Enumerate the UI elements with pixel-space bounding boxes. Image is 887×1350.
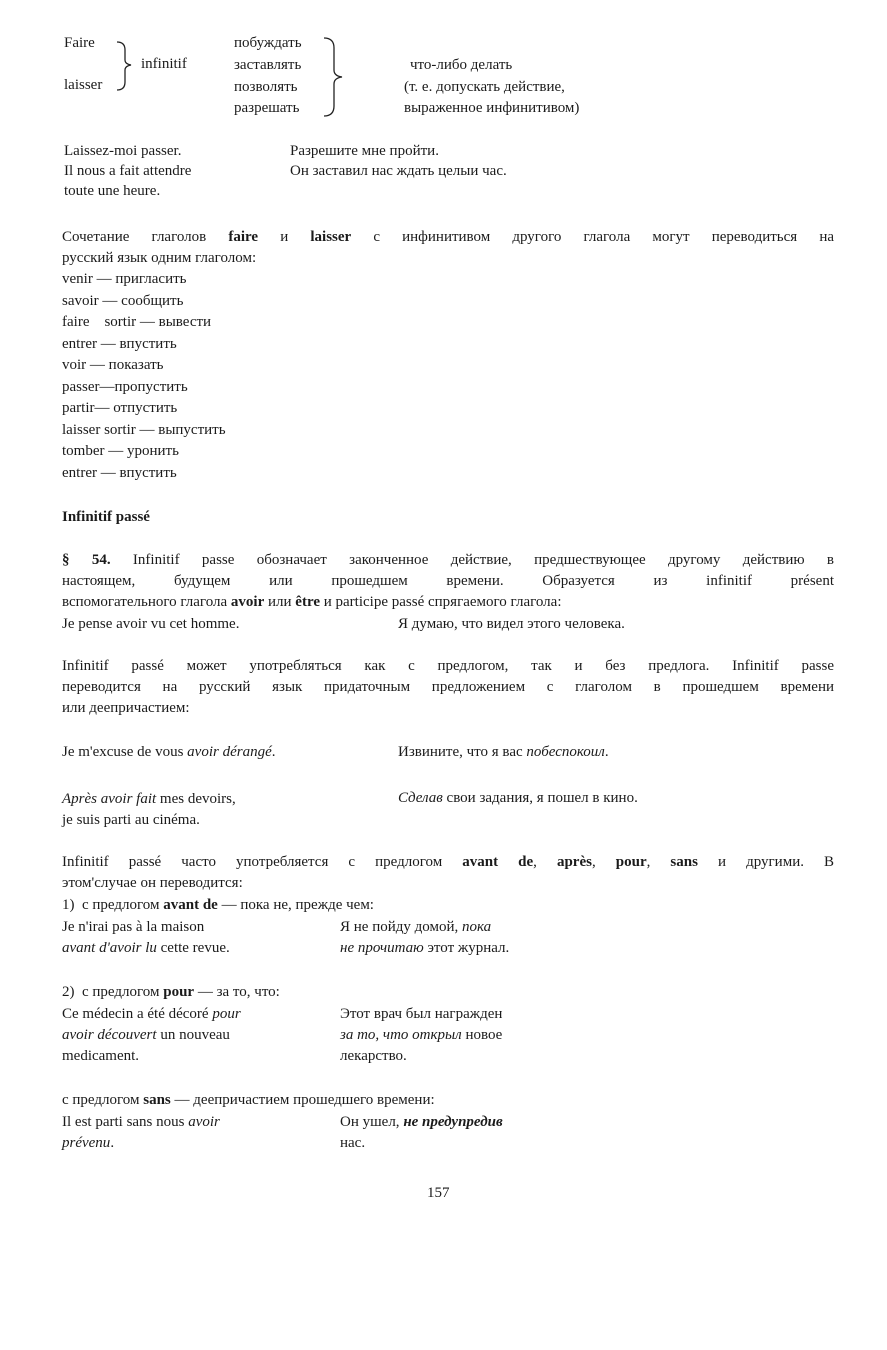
- example-fr-block: [62, 917, 230, 959]
- example-fr: Laissez-moi passer.: [64, 143, 182, 159]
- scheme-meaning: выраженное инфинитивом): [404, 100, 580, 116]
- example-fr: Je pense avoir vu cet homme.: [62, 616, 240, 632]
- paragraph-line: § 54. Infinitif passe обозначает законченное действие, предшествующее другому действию в: [62, 552, 835, 568]
- list-item: entrer — впустить: [62, 464, 177, 481]
- paragraph-line: настоящем, будущем или прошедшем времени. Образуется из infinitif présent: [62, 573, 834, 589]
- scheme-faire: Faire: [64, 35, 95, 51]
- example-ru: Я думаю, что видел этого человека.: [398, 616, 625, 632]
- example-ru: Этот врач был награжден: [340, 1006, 503, 1022]
- example-fr: je suis parti au cinéma.: [62, 812, 200, 828]
- item-heading: 2) с предлогом pour — за то, что:: [62, 984, 280, 1000]
- example-ru: за то, что открыл новое: [340, 1027, 503, 1043]
- scheme-infinitif: infinitif: [141, 56, 187, 72]
- example-ru: Я не пойду домой, пока: [340, 919, 492, 935]
- scheme-laisser: laisser: [64, 77, 103, 93]
- section-heading: Infinitif passé: [62, 509, 150, 525]
- paragraph-line: этом'случае он переводится:: [62, 875, 243, 891]
- example-fr: toute une heure.: [64, 183, 161, 199]
- example-fr: medicament.: [62, 1048, 140, 1064]
- combination-paragraph: [62, 227, 834, 269]
- example-ru: Разрешите мне пройти.: [290, 143, 439, 159]
- example-ru: Он заставил нас ждать целыи час.: [290, 163, 507, 179]
- example-fr: avant d'avoir lu cette revue.: [62, 940, 230, 956]
- scheme-verb: позволять: [234, 79, 298, 95]
- example-ru: Извините, что я вас побеспокоил.: [398, 744, 609, 760]
- example-fr-block: [62, 789, 236, 831]
- example-ru-block: [340, 1004, 502, 1067]
- example-ru: Он ушел, не предупредив: [340, 1114, 503, 1130]
- example-fr: prévenu.: [62, 1135, 115, 1151]
- prepositions-paragraph: [62, 852, 834, 894]
- example-fr: Il est parti sans nous avoir: [62, 1114, 220, 1130]
- list-item: faire sortir — вывести: [62, 314, 212, 330]
- scheme-verb: заставлять: [234, 57, 302, 73]
- paragraph-line: Сочетание глаголов faire и laisser с инфинитивом другого глагола могут переводиться на: [62, 229, 835, 245]
- example-fr: avoir découvert un nouveau: [62, 1027, 230, 1043]
- example-ru: нас.: [340, 1135, 366, 1151]
- paragraph-line: русский язык одним глаголом:: [62, 250, 257, 266]
- example-ru-column: [290, 141, 507, 181]
- paragraph-line: Infinitif passé часто употребляется с предлогом avant de, après, pour, sans и другими. В: [62, 854, 835, 870]
- example-fr-block: [62, 1004, 241, 1067]
- example-fr: Ce médecin a été décoré pour: [62, 1006, 241, 1022]
- paragraph-line: Infinitif passé может употребляться как с предлогом, так и без предлога. Infinitif passe: [62, 658, 834, 674]
- paragraph-line: или деепричастием:: [62, 700, 190, 716]
- example-fr-block: [62, 1112, 220, 1154]
- verb-list: [62, 269, 226, 484]
- example-fr: Je n'irai pas à la maison: [62, 919, 205, 935]
- example-ru: лекарство.: [340, 1048, 407, 1064]
- scheme-meaning: что-либо делать: [410, 57, 513, 73]
- example-fr: Après avoir fait mes devoirs,: [62, 791, 236, 807]
- example-ru: не прочитаю этот журнал.: [340, 940, 510, 956]
- list-item: entrer — впустить: [62, 335, 177, 352]
- right-brace-icon: [322, 36, 346, 118]
- list-item: savoir — сообщить: [62, 292, 184, 309]
- list-item: tomber — уронить: [62, 443, 179, 459]
- paragraph-line: вспомогательного глагола avoir или être и participe passé спрягаемого глагола:: [62, 594, 562, 610]
- scheme-verb: побуждать: [234, 35, 302, 51]
- scheme-verb: разрешать: [234, 100, 300, 116]
- list-item: laisser sortir — выпустить: [62, 421, 226, 438]
- item-heading: 1) с предлогом avant de — пока не, прежде чем:: [62, 897, 374, 913]
- example-fr: Je m'excuse de vous avoir dérangé.: [62, 744, 276, 760]
- page-number: 157: [427, 1185, 450, 1201]
- example-ru-block: [340, 917, 509, 959]
- example-ru-block: [340, 1112, 503, 1154]
- usage-paragraph: [62, 656, 834, 719]
- example-fr: Il nous a fait attendre: [64, 163, 192, 179]
- list-item: venir — пригласить: [62, 271, 187, 287]
- paragraph-line: переводится на русский язык придаточным предложением с глаголом в прошедшем времени: [62, 679, 834, 695]
- item-heading: с предлогом sans — деепричастием прошедшего времени:: [62, 1092, 435, 1108]
- example-fr-column: [64, 141, 191, 201]
- scheme-meaning: (т. е. допускать действие,: [404, 79, 565, 95]
- section-paragraph: [62, 550, 834, 613]
- list-item: partir— отпустить: [62, 400, 178, 416]
- list-item: passer—пропустить: [62, 378, 188, 395]
- example-ru: Сделав свои задания, я пошел в кино.: [398, 790, 638, 806]
- list-item: voir — показать: [62, 357, 164, 373]
- left-brace-icon: [115, 40, 137, 92]
